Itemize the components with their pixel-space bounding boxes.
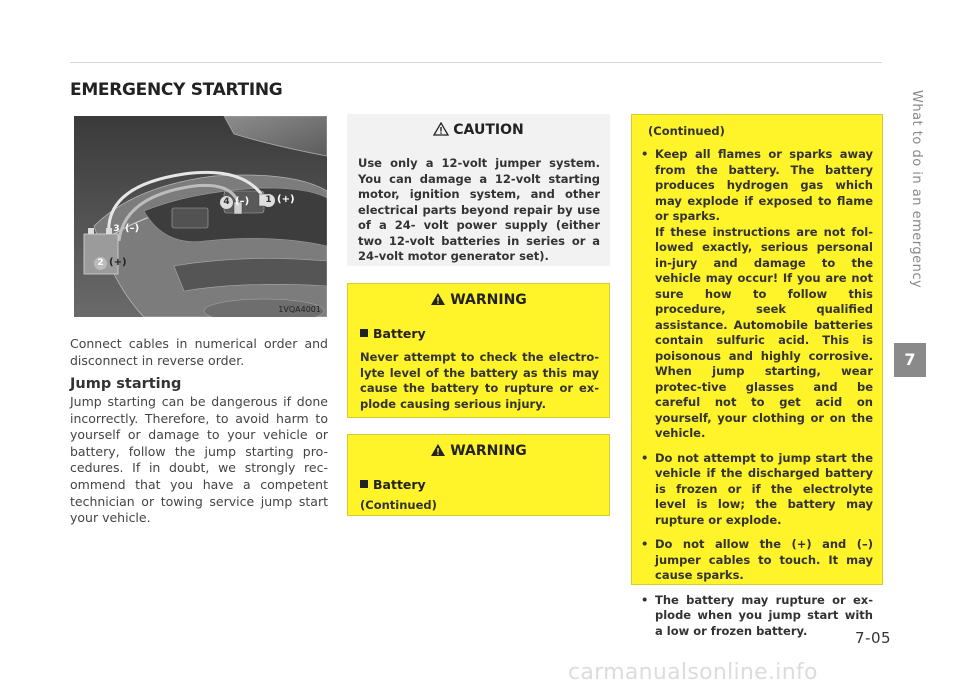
warning-bullet-list [640, 147, 873, 648]
callout-2: 2 (+) [94, 257, 127, 270]
caution-title: CAUTION [347, 122, 610, 138]
caution-box [347, 114, 610, 266]
callout-3: 3 (–) [113, 223, 140, 234]
top-rule [70, 62, 882, 63]
warning-title-2: WARNING [348, 443, 609, 459]
callout-1: 1 (+) [262, 194, 295, 207]
continued-label: (Continued) [648, 124, 725, 138]
warning-triangle-icon [430, 292, 446, 306]
callout-4: 4 (–) [220, 196, 249, 209]
list-item: • Keep all flames or sparks away from the battery. The battery produces hydrogen gas which may explode if exposed to flame or sparks. If these instructions are not fol-lowed exactly, serious personal in-jury and damage to the vehicle may occur! If you are not sure how to follow this procedure, seek qualified assistance. Automobile batteries contain sulfuric acid. This is poisonous and highly corrosive. When jump starting, wear protec-tive glasses and be careful not to get acid on yourself, your clothing or on the vehicle. [640, 147, 873, 442]
warning-box-1 [347, 283, 610, 418]
warning-subtitle-2: Battery [360, 477, 426, 492]
warning-continued-2: (Continued) [360, 498, 437, 512]
jump-start-illustration [74, 116, 327, 317]
page-number: 7-05 [855, 629, 892, 647]
chapter-number-tab: 7 [894, 343, 926, 377]
warning-triangle-icon [430, 443, 446, 457]
list-item: • The battery may rupture or ex-plode when you jump start with a low or frozen battery. [640, 593, 873, 640]
warning-continuation-box [631, 114, 883, 638]
jump-starting-heading: Jump starting [70, 376, 182, 392]
square-bullet-icon [360, 480, 368, 488]
jump-starting-paragraph: Jump starting can be dangerous if done incorrectly. Therefore, to avoid harm to yourself or damage to your vehicle or battery, follow the jump starting pro-cedures. If in doubt, we strongly rec-ommend that you have a competent technician or towing service jump start your vehicle. [70, 394, 328, 526]
list-item: • Do not allow the (+) and (–) jumper cables to touch. It may cause sparks. [640, 537, 873, 584]
warning-box-2 [347, 434, 610, 516]
square-bullet-icon [360, 329, 368, 337]
intro-paragraph: Connect cables in numerical order and disconnect in reverse order. [70, 336, 328, 368]
engine-bay-drawing [74, 116, 327, 317]
warning-text-1: Never attempt to check the electro-lyte level of the battery as this may cause the battery to rupture or ex-plode causing serious injury. [360, 350, 599, 411]
list-item: • Do not attempt to jump start the vehicle if the discharged battery is frozen or if the electrolyte level is low; the battery may rupture or explode. [640, 451, 873, 529]
warning-title-1: WARNING [348, 292, 609, 308]
caution-text: Use only a 12-volt jumper system. You can damage a 12-volt starting motor, ignition system, and other electrical parts beyond repair by use of a 24- volt power supply (either two 12-volt batteries in series or a 24-volt motor generator set). [358, 156, 600, 263]
warning-subtitle-1: Battery [360, 326, 426, 341]
figure-code: 1VQA4001 [278, 305, 321, 314]
chapter-side-label: What to do in an emergency [909, 90, 924, 289]
watermark: carmanualsonline.info [568, 660, 818, 685]
section-title: EMERGENCY STARTING [70, 80, 283, 100]
caution-triangle-icon [433, 122, 449, 136]
